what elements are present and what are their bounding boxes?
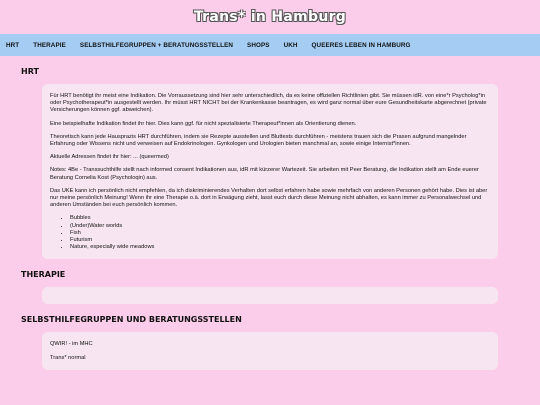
nav-link-selbsthilfe[interactable]: SELBSTHILFEGRUPPEN + BERATUNGSSTELLEN <box>79 41 234 49</box>
selbsthilfe-item: Trans* normal <box>50 354 86 361</box>
therapie-content-box <box>42 287 498 304</box>
list-item: • Fish <box>70 230 490 237</box>
hrt-paragraph: Für HRT benötigt ihr meist eine Indikation. Die Vorraussetzung sind hier sehr unterschiedlich, da es keine offiziellen Richtlinien gibt. Sie müssen idR. von eine*r Psycholog*in oder Psychotherapeut*in ausgestellt werden. Ihr müsst HRT NICHT bei der Krankenkasse beantragen, es wird ganz normal über eure Gesundheitskarte abgerechnet (private Versicherungen können ggf. abweichen). <box>50 93 487 114</box>
section-heading-selbsthilfe: SELBSTHILFEGRUPPEN UND BERATUNGSSTELLEN <box>21 315 242 325</box>
main-nav <box>0 34 540 56</box>
nav-link-ukh[interactable]: UKH <box>283 41 298 49</box>
nav-link-hrt[interactable]: HRT <box>6 41 20 49</box>
section-heading-therapie: THERAPIE <box>21 270 66 280</box>
nav-link-therapie[interactable]: THERAPIE <box>33 41 66 49</box>
selbsthilfe-content-box <box>42 332 498 369</box>
list-item: • Futurism <box>70 237 490 244</box>
list-item: • (Under)Water worlds <box>70 223 490 230</box>
hrt-paragraph: Aktuelle Adressen findet ihr hier: ... (queermed) <box>50 154 169 161</box>
hrt-content-box <box>42 84 498 259</box>
hrt-paragraph: Eine beispielhafte Indikation findet ihr hier. Dies kann ggf. für nicht spezialisierte Therapeut*innen als Orientierung dienen. <box>50 120 357 127</box>
nav-link-shops[interactable]: SHOPS <box>247 41 270 49</box>
hrt-paragraph: Theoretisch kann jede Hausprazis HRT durchführen, indem sie Rezepte ausstellen und Bluttests durchführen - meistens trauen sich die Praxen aufgrund mangelnder Erfahrung oder Wissens nicht und verweisen auf Endokrinologen. Gynkologen und Urologien bieten manchmal an, sowie einige Internist*innen. <box>50 133 467 148</box>
hrt-bullet-list <box>50 215 490 251</box>
nav-link-queeres-leben[interactable]: QUEERES LEBEN IN HAMBURG <box>311 41 411 49</box>
site-title: Trans* in Hamburg <box>193 9 347 25</box>
hrt-paragraph: Das UKE kann ich persönlich nicht empfehlen, da ich diskriminierendes Verhalten dort selbst erfahren habe sowie mehrfach von anderen Personen gehört habe. Dies ist aber nur meine persönlich Meinung! Wenn ihr eine Therapie o.ä. dort in Erwägung zieht, lasst euch durch diese Meinung nicht abhalten, es kann immer zu Personalwechsel und anderen Umständen bei euch persönlich kommen. <box>50 187 488 209</box>
list-item: • Bubbles <box>70 215 490 222</box>
selbsthilfe-item: QWIR! - im MHC <box>50 341 93 348</box>
list-item: • Nature, especially wide meadows <box>70 244 490 251</box>
section-heading-hrt: HRT <box>21 67 39 76</box>
hrt-paragraph: Notes: 4Be - Transsuchthilfe stellt nach informed consent Indikationen aus, idR mit kürzerer Wartezeit. Sie arbeiten mit Peer Beratung, die Indikation stellt am Ende euerer Beratung Cornelia Kost (Psycholoqin) aus. <box>50 167 479 181</box>
